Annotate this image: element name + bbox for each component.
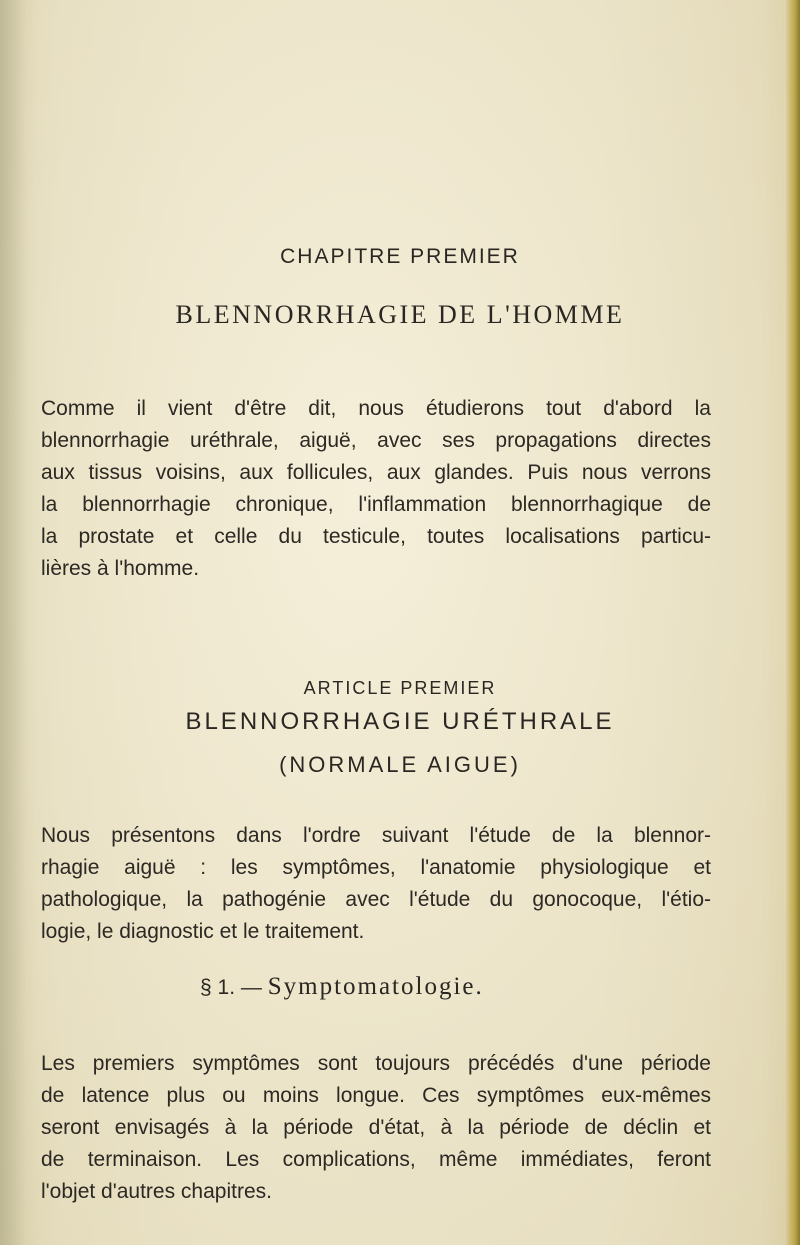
article-title: BLENNORRHAGIE URÉTHRALE bbox=[185, 708, 615, 735]
text-line: Comme il vient d'être dit, nous étudierons tout d'abord la bbox=[41, 397, 711, 420]
text-line: Les premiers symptômes sont toujours précédés d'une période bbox=[41, 1052, 711, 1075]
chapter-title: BLENNORRHAGIE DE L'HOMME bbox=[175, 300, 625, 329]
section-heading bbox=[200, 973, 484, 1001]
article-heading: ARTICLE PREMIER bbox=[303, 678, 497, 698]
text-line: la blennorrhagie chronique, l'inflammation blennorrhagique de bbox=[41, 493, 711, 516]
text-line: logie, le diagnostic et le traitement. bbox=[41, 920, 365, 943]
page-edge bbox=[786, 0, 800, 1245]
chapter-heading: CHAPITRE PREMIER bbox=[280, 245, 520, 268]
intro-paragraph bbox=[41, 393, 711, 585]
text-line: de latence plus ou moins longue. Ces symptômes eux-mêmes bbox=[41, 1084, 711, 1107]
section-title: Symptomatologie. bbox=[267, 973, 484, 1000]
text-line: pathologique, la pathogénie avec l'étude du gonocoque, l'étio- bbox=[41, 888, 711, 911]
section-paragraph bbox=[41, 1048, 711, 1208]
article-paragraph bbox=[41, 820, 711, 948]
text-line: blennorrhagie uréthrale, aiguë, avec ses propagations directes bbox=[41, 429, 711, 452]
text-line: rhagie aiguë : les symptômes, l'anatomie physiologique et bbox=[41, 856, 711, 879]
text-line: la prostate et celle du testicule, toutes localisations particu- bbox=[41, 525, 711, 548]
section-number: § 1. — bbox=[200, 976, 262, 999]
text-line: aux tissus voisins, aux follicules, aux glandes. Puis nous verrons bbox=[41, 461, 711, 484]
article-subtitle: (NORMALE AIGUE) bbox=[279, 752, 521, 777]
text-line: Nous présentons dans l'ordre suivant l'étude de la blennor- bbox=[41, 824, 711, 847]
text-line: l'objet d'autres chapitres. bbox=[41, 1180, 272, 1203]
text-line: de terminaison. Les complications, même immédiates, feront bbox=[41, 1148, 711, 1171]
page-gutter-shadow bbox=[0, 0, 38, 1245]
text-line: seront envisagés à la période d'état, à la période de déclin et bbox=[41, 1116, 711, 1139]
text-line: lières à l'homme. bbox=[41, 557, 200, 580]
